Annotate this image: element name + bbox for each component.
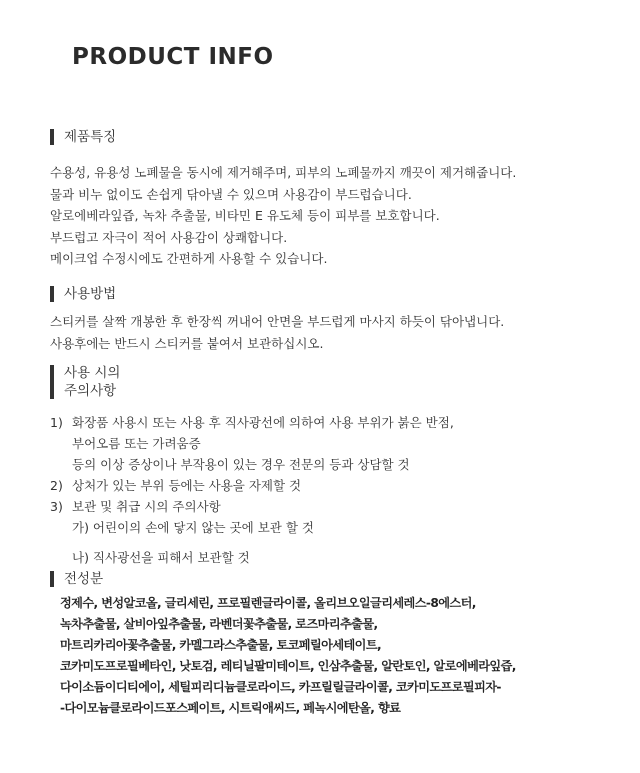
- section-bar-icon: [50, 286, 54, 302]
- caution-heading: [50, 364, 610, 400]
- caution-item: 2) 상처가 있는 부위 등에는 사용을 자제할 것: [50, 478, 302, 493]
- features-title: 제품특징: [64, 129, 117, 145]
- ingredients-line: 정제수, 변성알코올, 글리세린, 프로필렌글라이콜, 올리브오일글리세레스-8에스터,: [60, 596, 476, 610]
- caution-item: 3) 보관 및 취급 시의 주의사항: [50, 499, 221, 514]
- caution-item: 부어오름 또는 가려움증: [72, 436, 201, 451]
- features-heading: [50, 128, 610, 146]
- features-line: 알로에베라잎즙, 녹차 추출물, 비타민 E 유도체 등이 피부를 보호합니다.: [50, 208, 440, 223]
- caution-item: 가) 어린이의 손에 닿지 않는 곳에 보관 할 것: [72, 520, 314, 535]
- ingredients-line: -다이모늄클로라이드포스페이트, 시트릭애씨드, 페녹시에탄올, 향료: [60, 701, 401, 715]
- caution-list: [50, 412, 610, 568]
- ingredients-title: 전성분: [64, 571, 104, 587]
- ingredients-heading: [50, 570, 610, 588]
- features-section: [50, 128, 610, 270]
- usage-section: [50, 285, 610, 354]
- ingredients-line: 녹차추출물, 살비아잎추출물, 라벤더꽃추출물, 로즈마리추출물,: [60, 617, 378, 631]
- usage-heading: [50, 285, 610, 303]
- caution-item: 1) 화장품 사용시 또는 사용 후 직사광선에 의하여 사용 부위가 붉은 반점,: [50, 415, 454, 430]
- ingredients-line: 코카미도프로필베타인, 낫토검, 레티닐팔미테이트, 인삼추출물, 알란토인, 알로에베라잎즙,: [60, 659, 516, 673]
- usage-title: 사용방법: [64, 286, 117, 302]
- features-line: 수용성, 유용성 노폐물을 동시에 제거해주며, 피부의 노폐물까지 깨끗이 제거해줍니다.: [50, 165, 517, 180]
- features-line: 메이크업 수정시에도 간편하게 사용할 수 있습니다.: [50, 251, 328, 266]
- section-bar-icon: [50, 129, 54, 145]
- ingredients-line: 마트리카리아꽃추출물, 카멜그라스추출물, 토코페릴아세테이트,: [60, 638, 382, 652]
- caution-title-line2: 주의사항: [64, 383, 117, 399]
- caution-title-line1: 사용 시의: [64, 365, 121, 381]
- usage-line: 사용후에는 반드시 스티커를 붙여서 보관하십시오.: [50, 335, 324, 351]
- caution-item: 등의 이상 증상이나 부작용이 있는 경우 전문의 등과 상담할 것: [72, 457, 410, 472]
- features-line: 물과 비누 없이도 손쉽게 닦아낼 수 있으며 사용감이 부드럽습니다.: [50, 186, 412, 202]
- caution-section: [50, 364, 610, 400]
- ingredients-section: [50, 570, 610, 719]
- features-line: 부드럽고 자극이 적어 사용감이 상쾌합니다.: [50, 229, 288, 245]
- caution-item: 나) 직사광선을 피해서 보관할 것: [72, 550, 250, 565]
- ingredients-line: 다이소듐이디티에이, 세틸피리디늄클로라이드, 카프릴릴글라이콜, 코카미도프로필피자-: [60, 680, 501, 694]
- page-title: PRODUCT INFO: [72, 44, 274, 70]
- usage-line: 스티커를 살짝 개봉한 후 한장씩 꺼내어 안면을 부드럽게 마사지 하듯이 닦아냅니다.: [50, 314, 505, 329]
- section-bar-icon: [50, 571, 54, 587]
- section-bar-icon: [50, 365, 54, 399]
